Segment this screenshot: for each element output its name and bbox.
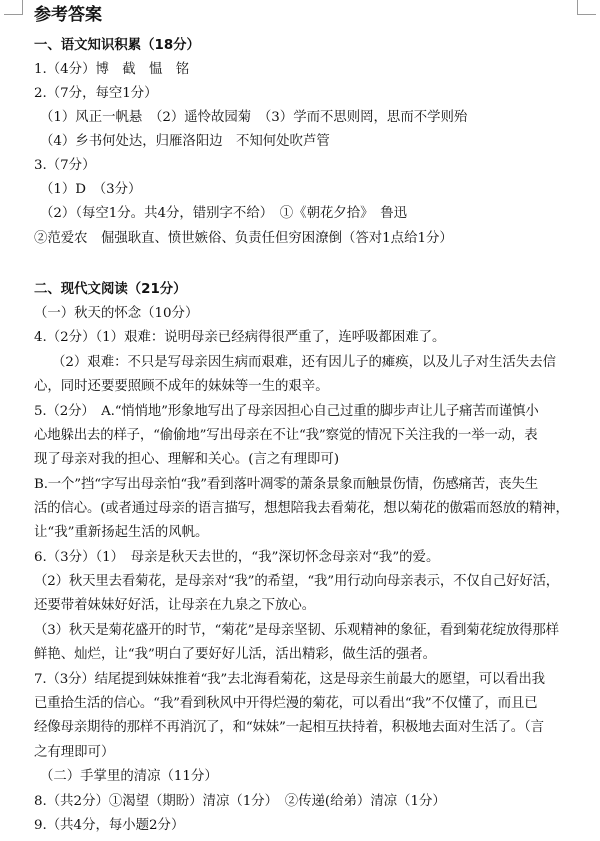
answer-line: 经像母亲期待的那样不再消沉了，和“妹妹”一起相互扶持着，积极地去面对生活了。（言: [34, 720, 544, 735]
answer-line: （1）风正一帆悬 （2）遥怜故园菊 （3）学而不思则罔，思而不学则殆: [40, 110, 468, 125]
subsection-heading: （一）秋天的怀念（10分）: [34, 306, 199, 321]
answer-line: 4.（2分）（1）艰难：说明母亲已经病得很严重了，连呼吸都困难了。: [34, 330, 446, 345]
answer-line: 3.（7分）: [34, 158, 96, 173]
answer-line: 1.（4分）博 截 愠 铭: [34, 62, 190, 77]
answer-line: 鲜艳、灿烂，让“我”明白了要好好儿活，活出精彩，做生活的强者。: [34, 647, 437, 662]
answer-line: 2.（7分，每空1分）: [34, 86, 158, 101]
answer-line: ②范爱农 倔强耿直、愤世嫉俗、负责任但穷困潦倒（答对1点给1分）: [34, 231, 453, 246]
crop-mark-top-right: [577, 0, 596, 15]
answer-line: （4）乡书何处达，归雁洛阳边 不知何处吹芦管: [40, 134, 330, 149]
answer-line: 9.（共4分，每小题2分）: [34, 818, 185, 833]
answer-line: 活的信心。(或者通过母亲的语言描写，想想陪我去看菊花，想以菊花的傲霜而怒放的精神，: [34, 501, 569, 516]
answer-line: 之有理即可）: [34, 745, 115, 760]
answer-line: （3）秋天是菊花盛开的时节，“菊花”是母亲坚韧、乐观精神的象征，看到菊花绽放得那样: [34, 623, 559, 638]
answer-line: 6.（3分）（1） 母亲是秋天去世的，“我”深切怀念母亲对“我”的爱。: [34, 550, 440, 565]
section-heading-language: 一、语文知识积累（18分）: [34, 38, 200, 53]
answer-line: 已重拾生活的信心。“我”看到秋风中开得烂漫的菊花，可以看出“我”不仅懂了，而且已: [34, 696, 538, 711]
answer-line: （2）秋天里去看菊花，是母亲对“我”的希望，“我”用行动向母亲表示，不仅自己好好活，: [34, 574, 560, 589]
answer-line: 还要带着妹妹好好活，让母亲在九泉之下放心。: [34, 598, 316, 613]
answer-line: 8.（共2分）①渴望（期盼）清凉（1分） ②传递(给弟）清凉（1分）: [34, 794, 446, 809]
document-title: 参考答案: [34, 5, 102, 25]
answer-line: 5.（2分） A.“悄悄地”形象地写出了母亲因担心自己过重的脚步声让儿子痛苦而谨慎小: [34, 404, 539, 419]
answer-line: （2）艰难：不只是写母亲因生病而艰难，还有因儿子的瘫痪，以及儿子对生活失去信: [52, 355, 556, 370]
section-heading-reading: 二、现代文阅读（21分）: [34, 282, 187, 297]
answer-line: 心，同时还要要照顾不成年的妹妹等一生的艰辛。: [34, 379, 329, 394]
answer-line: 让“我”重新扬起生活的风帆。: [34, 525, 209, 540]
crop-mark-top-left: [4, 0, 23, 15]
subsection-heading: （二）手掌里的清凉（11分）: [40, 769, 218, 784]
answer-line: B.一个”挡“字写出母亲怕“我”看到落叶凋零的萧条景象而触景伤情，伤感痛苦，丧失生: [34, 477, 538, 492]
answer-line: 心地躲出去的样子，“偷偷地”写出母亲在不让“我”察觉的情况下关注我的一举一动，表: [34, 428, 538, 443]
answer-line: （1）D （3分）: [40, 182, 142, 197]
answer-line: （2）（每空1分。共4分，错别字不给） ①《朝花夕拾》 鲁迅: [40, 206, 408, 221]
answer-line: 7.（3分）结尾提到妹妹推着“我”去北海看菊花，这是母亲生前最大的愿望，可以看出我: [34, 672, 545, 687]
answer-line: 现了母亲对我的担心、理解和关心。(言之有理即可): [34, 452, 340, 467]
